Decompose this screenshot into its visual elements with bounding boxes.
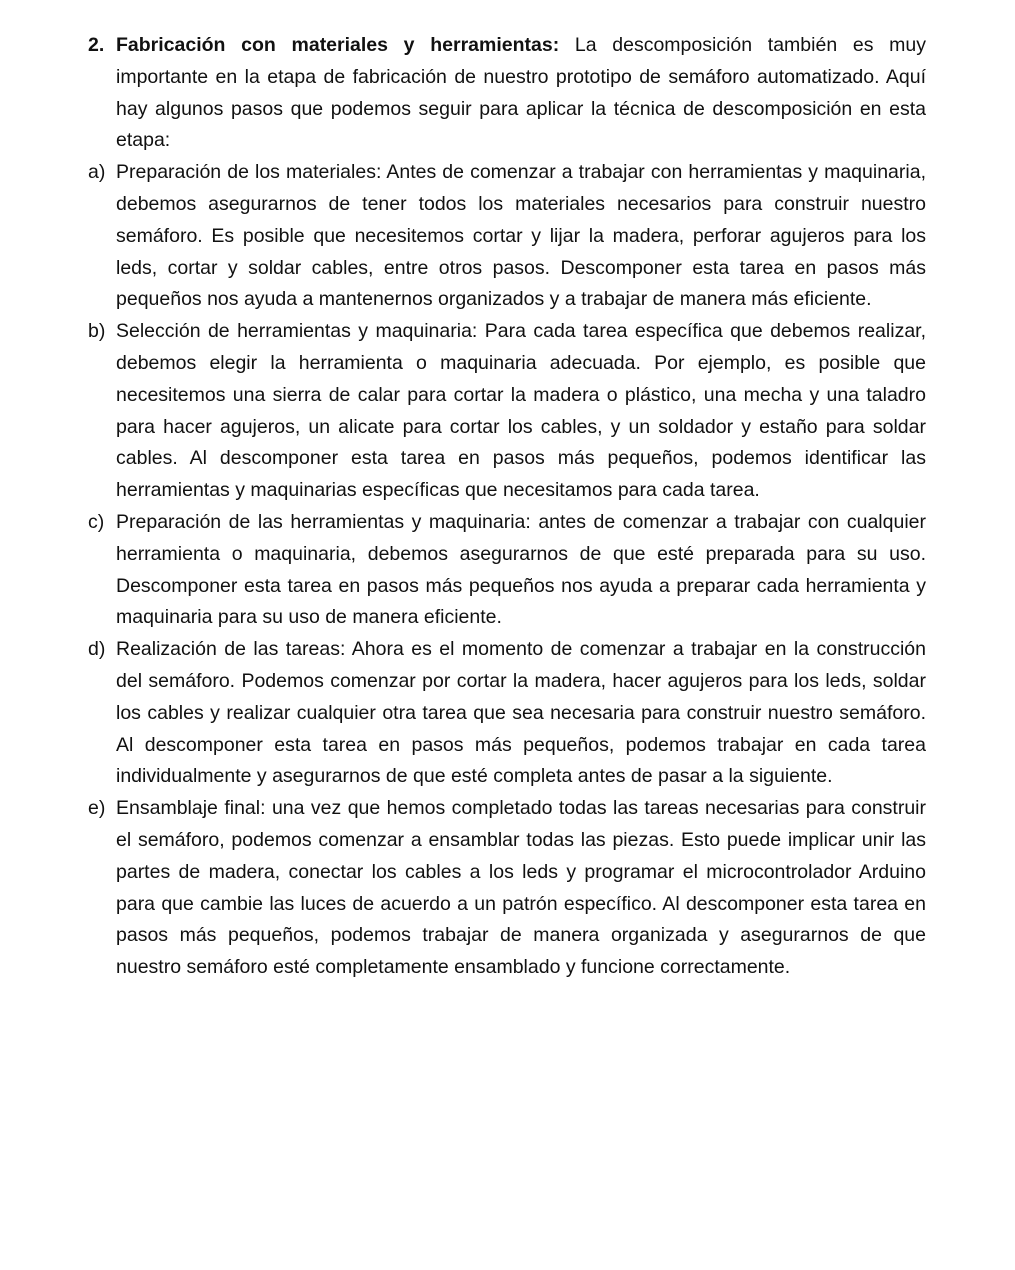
list-item-e — [88, 793, 926, 984]
list-item-text: Preparación de las herramientas y maquinaria: antes de comenzar a trabajar con cualquier herramienta o maquinaria, debemos asegurarnos de que esté preparada para su uso. Descomponer esta tarea en pasos más pequeños nos ayuda a preparar cada herramienta y maquinaria para su uso de manera eficiente. — [116, 510, 926, 629]
section-body: La descomposición también es muy importante en la etapa de fabricación de nuestro prototipo de semáforo automatizado. Aquí hay algunos pasos que podemos seguir para aplicar la técnica de descomposición en esta etapa: — [116, 34, 926, 152]
list-item-text: Realización de las tareas: Ahora es el momento de comenzar a trabajar en la construcción del semáforo. Podemos comenzar por cortar la madera, hacer agujeros para los leds, soldar los cables y realizar cualquier otra tarea que sea necesaria para construir nuestro semáforo. Al descomponer esta tarea en pasos más pequeños, podemos trabajar en cada tarea individualmente y asegurarnos de que esté completa antes de pasar a la siguiente. — [116, 638, 926, 788]
list-item-a — [88, 157, 926, 316]
list-item-b — [88, 316, 926, 507]
section-paragraph — [116, 30, 926, 157]
document-page — [88, 30, 926, 984]
list-item-text: Selección de herramientas y maquinaria: Para cada tarea específica que debemos realizar, debemos elegir la herramienta o maquinaria adecuada. Por ejemplo, es posible que necesitemos una sierra de calar para cortar la madera o plástico, una mecha y una taladro para hacer agujeros, un alicate para cortar los cables, y un soldador y estaño para soldar cables. Al descomponer esta tarea en pasos más pequeños, podemos identificar las herramientas y maquinarias específicas que necesitamos para cada tarea. — [116, 320, 926, 502]
list-marker: d) — [88, 638, 106, 661]
list-item-c — [88, 507, 926, 634]
section-2 — [88, 30, 926, 157]
section-title: Fabricación con materiales y herramientas: — [116, 34, 560, 56]
list-item-d — [88, 634, 926, 793]
list-marker: b) — [88, 320, 106, 343]
list-marker: a) — [88, 161, 106, 184]
list-item-text: Preparación de los materiales: Antes de comenzar a trabajar con herramientas y maquinaria, debemos asegurarnos de tener todos los materiales necesarios para construir nuestro semáforo. Es posible que necesitemos cortar y lijar la madera, perforar agujeros para los leds, cortar y soldar cables, entre otros pasos. Descomponer esta tarea en pasos más pequeños nos ayuda a mantenernos organizados y a trabajar de manera más eficiente. — [116, 161, 926, 311]
section-number: 2. — [88, 34, 105, 56]
list-marker: e) — [88, 797, 106, 820]
list-item-text: Ensamblaje final: una vez que hemos completado todas las tareas necesarias para construir el semáforo, podemos comenzar a ensamblar todas las piezas. Esto puede implicar unir las partes de madera, conectar los cables a los leds y programar el microcontrolador Arduino para que cambie las luces de acuerdo a un patrón específico. Al descomponer esta tarea en pasos más pequeños, podemos trabajar de manera organizada y asegurarnos de que nuestro semáforo esté completamente ensamblado y funcione correctamente. — [116, 797, 926, 979]
list-marker: c) — [88, 510, 105, 533]
